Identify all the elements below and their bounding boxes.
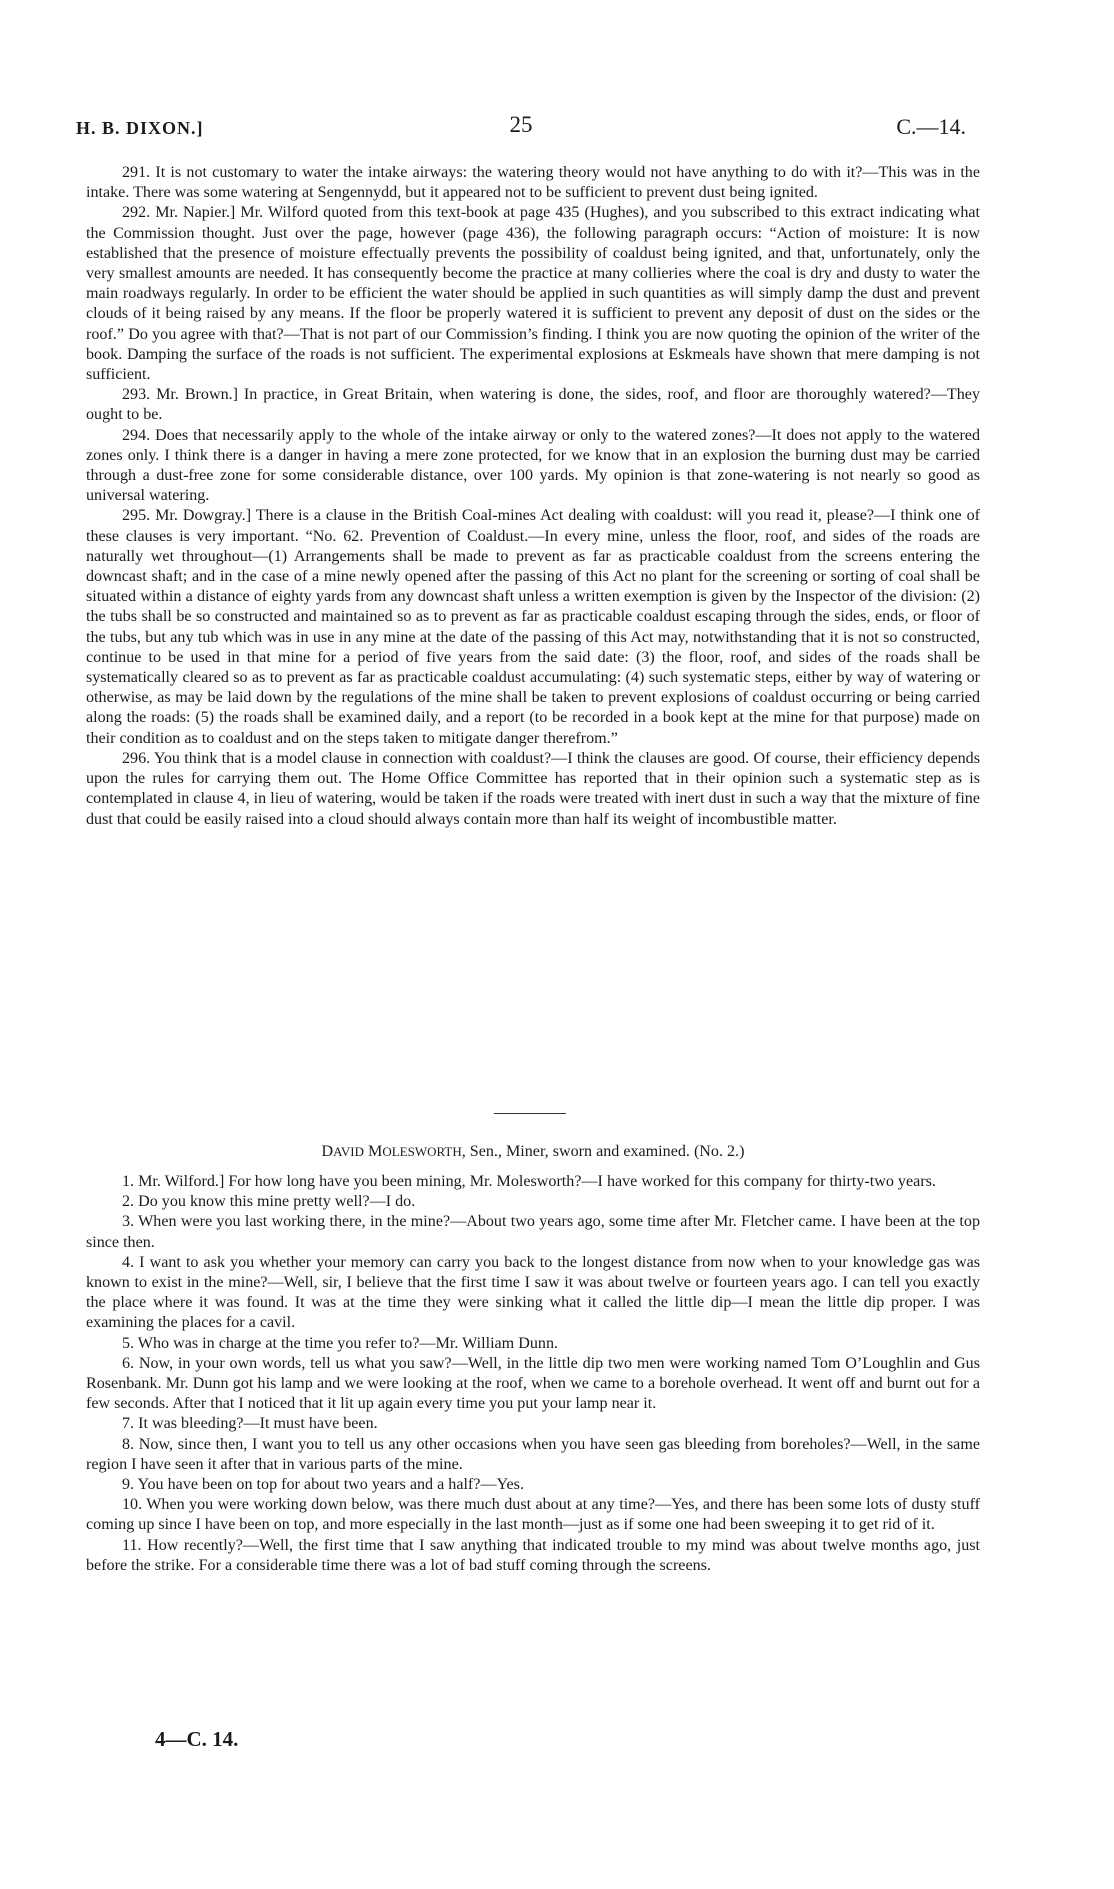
witness-last-rest: OLESWORTH — [382, 1144, 462, 1159]
paragraph: 296. You think that is a model clause in connection with coaldust?—I think the clauses are good. Of course, their efficiency depends upon the rules for carrying them out. The Home Office Committee has reported that in their opinion such a systematic step as is contemplated in clause 4, in lieu of watering, would be taken if the roads were treated with inert dust in such a way that the mixture of fine dust that could be easily raised into a cloud should always contain more than half its weight of incombustible matter. — [86, 749, 980, 828]
paragraph: 3. When were you last working there, in the mine?—About two years ago, some time after Mr. Fletcher came. I have been at the top since then. — [86, 1213, 980, 1251]
paragraph: 291. It is not customary to water the intake airways: the watering theory would not have anything to do with it?—This was in the intake. There was some watering at Sengennydd, but it appeared not to be sufficient to prevent dust being ignited. — [86, 164, 980, 202]
evidence-block-dixon — [86, 163, 980, 830]
page-header — [76, 112, 966, 142]
paragraph: 295. Mr. Dowgray.] There is a clause in the British Coal-mines Act dealing with coaldust: will you read it, please?—I think one of these clauses is very important. “No. 62. Prevention of Coaldust.—In every mine, unless the floor, roof, and sides of the roads are naturally wet throughout—(1) Arrangements shall be made to prevent as far as practicable coaldust from the screens entering the downcast shaft; and in the case of a mine newly opened after the passing of this Act no plant for the screening or sorting of coal shall be situated within a distance of eighty yards from any downcast shaft unless a written exemption is given by the Inspector of the division: (2) the tubs shall be so constructed and maintained so as to prevent as far as practicable coaldust escaping through the sides, ends, or floor of the tubs, but any tub which was in use in any mine at the date of the passing of this Act may, notwithstanding that it is not so constructed, continue to be used in that mine for a period of five years from the said date: (3) the floor, roof, and sides of the roads shall be systematically cleared so as to prevent as far as practicable coaldust accumulating: (4) such systematic steps, either by way of watering or otherwise, as may be laid down by the regulations of the mine shall be taken to prevent explosions of coaldust occurring or being carried along the roads: (5) the roads shall be examined daily, and a report (to be recorded in a book kept at the mine for that purpose) made on their condition as to coaldust and on the steps taken to mitigate danger therefrom.” — [86, 507, 980, 747]
document-reference: C.—14. — [896, 114, 966, 139]
section-divider — [494, 1113, 566, 1114]
evidence-block-molesworth — [86, 1172, 980, 1576]
printer-signature: 4—C. 14. — [155, 1727, 239, 1751]
paragraph: 293. Mr. Brown.] In practice, in Great Britain, when watering is done, the sides, roof, and floor are thoroughly watered?—They ought to be. — [86, 386, 980, 424]
paragraph: 7. It was bleeding?—It must have been. — [122, 1415, 378, 1433]
paragraph: 6. Now, in your own words, tell us what you saw?—Well, in the little dip two men were working named Tom O’Loughlin and Gus Rosenbank. Mr. Dunn got his lamp and we were looking at the roof, when we came to a borehole overhead. It went off and burnt out for a few seconds. After that I noticed that it lit up again every time you put your lamp near it. — [86, 1354, 980, 1413]
witness-first-initial: D — [321, 1143, 334, 1160]
witness-description: , Sen., Miner, sworn and examined. (No. 2.) — [461, 1143, 745, 1160]
paragraph: 8. Now, since then, I want you to tell us any other occasions when you have seen gas bleeding from boreholes?—Well, in the same region I have seen it after that in various parts of the mine. — [86, 1435, 980, 1473]
page-number: 25 — [509, 112, 533, 137]
witness-heading — [86, 1142, 980, 1162]
paragraph: 1. Mr. Wilford.] For how long have you been mining, Mr. Molesworth?—I have worked for this company for thirty-two years. — [122, 1173, 936, 1190]
paragraph: 9. You have been on top for about two years and a half?—Yes. — [122, 1476, 524, 1494]
header-witness-name: H. B. DIXON.] — [76, 118, 204, 138]
paragraph: 292. Mr. Napier.] Mr. Wilford quoted from this text-book at page 435 (Hughes), and you subscribed to this extract indicating what the Commission thought. Just over the page, however (page 436), the following paragraph occurs: “Action of moisture: It is now established that the presence of moisture effectually prevents the possibility of coaldust being ignited, and that, unfortunately, only the very smallest amounts are needed. It has consequently become the practice at many collieries where the coal is dry and dusty to water the main roadways regularly. In order to be efficient the water should be applied in such quantities as will simply damp the dust and prevent clouds of it being raised by any means. If the floor be properly watered it is sufficient to prevent any deposit of dust on the sides or the roof.” Do you agree with that?—That is not part of our Commission’s finding. I think you are now quoting the opinion of the writer of the book. Damping the surface of the roads is not sufficient. The experimental explosions at Eskmeals have shown that mere damping is not sufficient. — [86, 204, 980, 384]
paragraph: 10. When you were working down below, was there much dust about at any time?—Yes, and there has been some lots of dusty stuff coming up since I have been on top, and more especially in the last month—just as if some one had been sweeping it to get rid of it. — [86, 1496, 980, 1534]
witness-first-rest: AVID — [333, 1144, 364, 1159]
paragraph: 11. How recently?—Well, the first time that I saw anything that indicated trouble to my mind was about twelve months ago, just before the strike. For a considerable time there was a lot of bad stuff coming through the screens. — [86, 1536, 980, 1574]
paragraph: 2. Do you know this mine pretty well?—I do. — [122, 1193, 416, 1211]
paragraph: 5. Who was in charge at the time you refer to?—Mr. William Dunn. — [122, 1334, 559, 1352]
witness-last-initial: M — [368, 1143, 383, 1160]
paragraph: 294. Does that necessarily apply to the whole of the intake airway or only to the watered zones?—It does not apply to the watered zones only. I think there is a danger in having a mere zone protected, for we know that in an explosion the burning dust may be carried through a dust-free zone for some considerable distance, over 100 yards. My opinion is that zone-watering is not nearly so good as universal watering. — [86, 426, 980, 505]
paragraph: 4. I want to ask you whether your memory can carry you back to the longest distance from now when to your knowledge gas was known to exist in the mine?—Well, sir, I believe that the first time I saw it was about twelve or fourteen years ago. I can tell you exactly the place where it was found. It was at the time they were sinking what it called the little dip—I mean the little dip proper. I was examining the places for a cavil. — [86, 1253, 980, 1332]
